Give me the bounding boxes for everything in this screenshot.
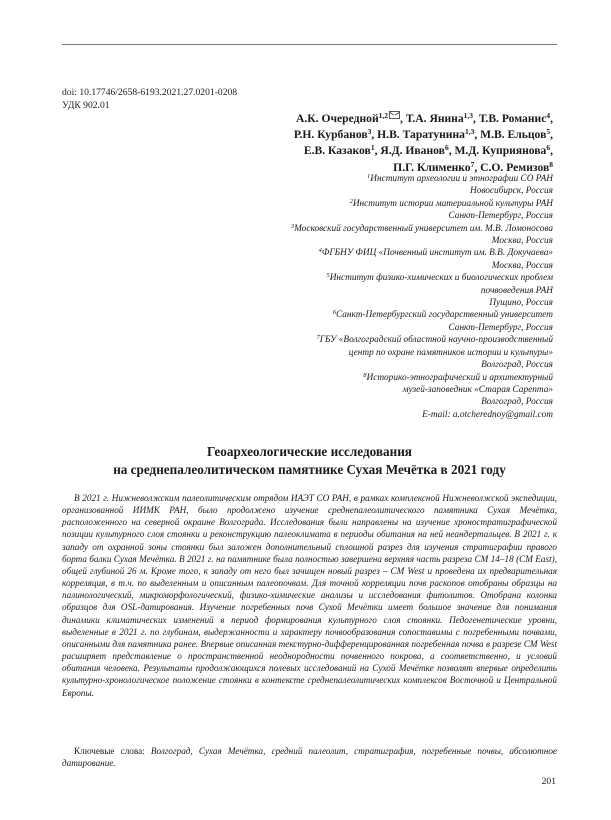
affiliations: [193, 173, 553, 421]
author: А.К. Очередной$^{1,2}$: [296, 111, 389, 125]
udk: УДК 902.01: [62, 99, 110, 111]
author: Т.В. Романис$^4$: [478, 111, 551, 125]
keywords: [62, 745, 557, 769]
keywords-label: Ключевые слова:: [74, 746, 145, 756]
page-number: 201: [541, 776, 556, 787]
affiliation-8: $^8$Историко-этнографический и архитектурный музей-заповедник «Старая Сарепта» Волгоград, Россия: [363, 371, 553, 408]
keywords-values: Волгоград, Сухая Мечётка, средний палеолит, стратиграфия, погребенные почвы, абсолютное датирование.: [62, 746, 557, 769]
abstract: В 2021 г. Нижневолжским палеолитическим отрядом ИАЭТ СО РАН, в рамках комплексной Нижневолжской экспедиции, организованной ИИМК РАН, было продолжено изучение среднепалеолитического памятника Сухая Мечётка, расположенного на северной окраине Волгограда. Исследования были направлены на изучение хроностратиграфической позиции культурного слоя стоянки и реконструкцию палеоклимата в периоды обитания на ней неандертальцев. В 2021 г. к западу от охранной зоны стоянки был заложен дополнительный сплошной разрез для изучения стратиграфии правого борта балки Сухая Мечётка. В 2021 г. на памятнике была полностью завершена верхняя часть разреза СМ 14–18 (СМ East), общей глубиной 26 м. Кроме того, к западу от него был зачищен новый разрез – СМ West и проведена их предварительная корреляция, в т.ч. по выделенным и описанным палеопочвам. Для точной корреляции почв раскопов отобраны образцы на палинологический, микроморфологический, физико-химические анализы и исследования фитолитов. Отобрана колонка образцов для OSL-датирования. Изучение погребенных почв Сухой Мечётки имеет большое значение для понимания динамики климатических изменений в период формирования культурного слоя стоянки. Педогенетические уровни, выделенные в 2021 г. по глубинам, выдержанности и характеру почвообразования сопоставимы с погребенными почвами, описанными для памятника ранее. Впервые описанная текстурно-дифференцированная погребенная почва в разрезе СМ West расширяет представление о пространственной неоднородности почвенного покрова, а соответственно, и условий обитания человека. Результаты продолжающихся полевых исследований на Сухой Мечётке позволят впервые определить культурно-хронологическое положение стоянки в контексте среднепалеолитических комплексов Восточной и Центральной Европы.: [62, 493, 557, 698]
author: Е.В. Казаков$^1$: [303, 143, 375, 158]
author: Н.В. Таратунина$^{1,3}$: [377, 127, 475, 142]
affiliation-7: $^7$ГБУ «Волгоградский областной научно-производственный центр по охране памятников истории и культуры» Волгоград, Россия: [316, 334, 553, 371]
author: С.О. Ремизов$^8$: [480, 159, 553, 174]
affiliation-6: $^6$Санкт-Петербургский государственный университет Санкт-Петербург, Россия: [332, 309, 553, 333]
header-rule: [62, 44, 557, 45]
title-line-1: Геоархеологические исследования: [207, 444, 412, 459]
affiliation-5: $^5$Институт физико-химических и биологических проблем почвоведения РАН Пущино, Россия: [326, 272, 553, 309]
doi[interactable]: doi: 10.17746/2658-6193.2021.27.0201-0208: [62, 87, 238, 98]
author: М.В. Ельцов$^5$: [480, 127, 551, 142]
author: Р.Н. Курбанов$^3$: [293, 127, 372, 142]
affiliation-4: $^4$ФГБНУ ФИЦ «Почвенный институт им. В.В. Докучаева» Москва, Россия: [318, 247, 553, 271]
author-list: А.К. Очередной$^{1,2}$ , Т.А. Янина$^{1,3}$, Т.В. Романис$^4$, Р.Н. Курбанов$^3$, Н.В. Таратунина$^{1,3}$, М.В. Ельцов$^5$, Е.В. Казаков$^1$, Я.Д. Иванов$^6$, М.Д. Куприянова$^6$, П.Г. Клименко$^7$, С.О. Ремизов$^8$: [293, 111, 553, 174]
author: Я.Д. Иванов$^6$: [380, 143, 449, 158]
author: П.Г. Клименко$^7$: [393, 159, 475, 174]
affiliation-2: $^2$Институт истории материальной культуры РАН Санкт-Петербург, Россия: [349, 197, 553, 222]
email[interactable]: E-mail: a.otcherednoy@gmail.com: [422, 409, 553, 420]
affiliation-1: $^1$Институт археологии и этнографии СО РАН Новосибирск, Россия: [367, 173, 553, 197]
affiliation-3: $^3$Московский государственный университет им. М.В. Ломоносова Москва, Россия: [290, 222, 553, 247]
envelope-icon[interactable]: [389, 111, 400, 119]
article-meta: [62, 87, 237, 112]
author: М.Д. Куприянова$^6$: [454, 143, 551, 158]
article-title: [62, 443, 557, 478]
title-line-2: на среднепалеолитическом памятнике Сухая Мечётка в 2021 году: [113, 461, 506, 477]
author: Т.А. Янина$^{1,3}$: [405, 111, 474, 125]
